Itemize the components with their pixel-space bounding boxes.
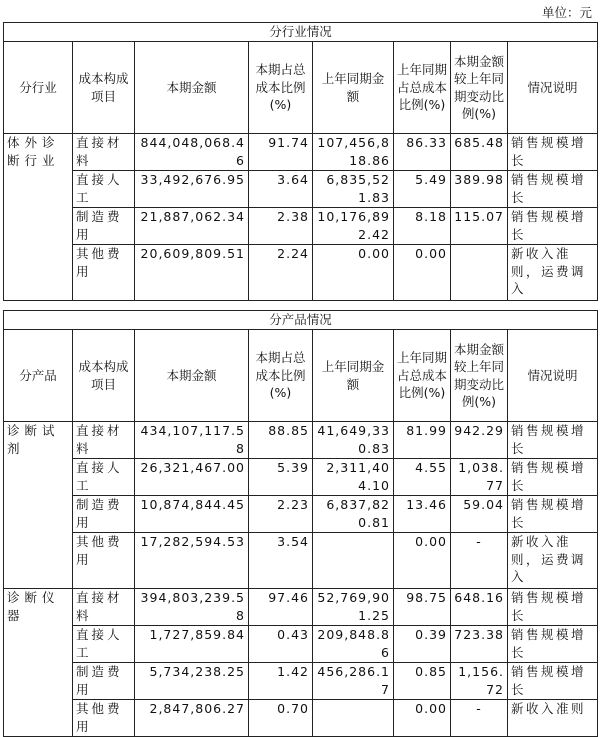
amount-cell: 21,887,062.34 [135,208,249,245]
last-amount-cell: 10,176,892.42 [313,208,394,245]
cost-item: 制造费用 [73,496,135,533]
last-amount-cell: 209,848.86 [313,626,394,663]
header-change: 本期金额较上年同期变动比例(%) [451,42,508,134]
change-cell: 1,038.77 [451,459,508,496]
change-cell: 942.29 [451,422,508,459]
change-cell: 723.38 [451,626,508,663]
last-ratio-cell: 0.00 [394,245,451,301]
unit-label: 单位：元 [541,5,592,20]
header-category: 分产品 [4,330,73,422]
header-note: 情况说明 [508,42,598,134]
change-cell: 648.16 [451,589,508,626]
table-row [4,171,598,208]
header-item: 成本构成项目 [73,330,135,422]
table-row [4,134,598,171]
table-row [4,626,598,663]
amount-cell: 10,874,844.45 [135,496,249,533]
header-last-amount: 上年同期金额 [313,330,394,422]
table-row [4,459,598,496]
product-caption: 分产品情况 [4,311,598,330]
note-cell: 销售规模增长 [508,134,598,171]
cost-item: 直接人工 [73,459,135,496]
last-amount-cell: 6,835,521.83 [313,171,394,208]
note-cell: 销售规模增长 [508,459,598,496]
last-ratio-cell: 4.55 [394,459,451,496]
table-row [4,245,598,301]
note-cell: 新收入准则，运费调入 [508,245,598,301]
industry-cost-table [3,22,598,301]
header-ratio: 本期占总成本比例(%) [249,330,313,422]
ratio-cell: 2.23 [249,496,313,533]
header-amount: 本期金额 [135,330,249,422]
amount-cell: 844,048,068.46 [135,134,249,171]
note-cell: 销售规模增长 [508,496,598,533]
category-name: 诊断仪器 [4,589,73,737]
note-cell: 销售规模增长 [508,663,598,700]
amount-cell: 394,803,239.58 [135,589,249,626]
last-ratio-cell: 86.33 [394,134,451,171]
change-cell: 115.07 [451,208,508,245]
amount-cell: 5,734,238.25 [135,663,249,700]
last-amount-cell: 107,456,818.86 [313,134,394,171]
table-row [4,589,598,626]
change-cell [451,245,508,301]
note-cell: 销售规模增长 [508,589,598,626]
last-amount-cell: 41,649,330.83 [313,422,394,459]
table-row [4,496,598,533]
change-cell: 59.04 [451,496,508,533]
change-cell: 685.48 [451,134,508,171]
ratio-cell: 91.74 [249,134,313,171]
note-cell: 销售规模增长 [508,626,598,663]
ratio-cell: 1.42 [249,663,313,700]
cost-item: 直接人工 [73,171,135,208]
category-name: 诊断试剂 [4,422,73,589]
last-ratio-cell: 0.00 [394,533,451,589]
last-amount-cell: 2,311,404.10 [313,459,394,496]
header-ratio: 本期占总成本比例(%) [249,42,313,134]
ratio-cell: 97.46 [249,589,313,626]
note-cell: 销售规模增长 [508,422,598,459]
last-ratio-cell: 0.85 [394,663,451,700]
table-row [4,663,598,700]
change-cell: 389.98 [451,171,508,208]
ratio-cell: 5.39 [249,459,313,496]
note-cell: 新收入准则，运费调入 [508,533,598,589]
header-last-ratio: 上年同期占总成本比例(%) [394,42,451,134]
header-item: 成本构成项目 [73,42,135,134]
change-cell: - [451,533,508,589]
ratio-cell: 0.70 [249,700,313,737]
header-change: 本期金额较上年同期变动比例(%) [451,330,508,422]
amount-cell: 17,282,594.53 [135,533,249,589]
cost-item: 直接材料 [73,589,135,626]
amount-cell: 434,107,117.58 [135,422,249,459]
last-amount-cell: 456,286.17 [313,663,394,700]
cost-item: 直接人工 [73,626,135,663]
ratio-cell: 2.24 [249,245,313,301]
amount-cell: 20,609,809.51 [135,245,249,301]
ratio-cell: 88.85 [249,422,313,459]
amount-cell: 2,847,806.27 [135,700,249,737]
header-note: 情况说明 [508,330,598,422]
last-ratio-cell: 8.18 [394,208,451,245]
category-name: 体外诊断行业 [4,134,73,301]
amount-cell: 33,492,676.95 [135,171,249,208]
last-ratio-cell: 0.00 [394,700,451,737]
last-amount-cell [313,533,394,589]
product-cost-table [3,310,598,737]
last-ratio-cell: 98.75 [394,589,451,626]
amount-cell: 1,727,859.84 [135,626,249,663]
header-amount: 本期金额 [135,42,249,134]
note-cell: 新收入准则 [508,700,598,737]
cost-item: 制造费用 [73,208,135,245]
table-row [4,533,598,589]
last-ratio-cell: 13.46 [394,496,451,533]
header-last-ratio: 上年同期占总成本比例(%) [394,330,451,422]
last-ratio-cell: 81.99 [394,422,451,459]
last-amount-cell [313,700,394,737]
cost-item: 其他费用 [73,700,135,737]
last-amount-cell: 0.00 [313,245,394,301]
ratio-cell: 3.64 [249,171,313,208]
table-row [4,700,598,737]
cost-item: 直接材料 [73,134,135,171]
header-last-amount: 上年同期金额 [313,42,394,134]
header-category: 分行业 [4,42,73,134]
last-amount-cell: 6,837,820.81 [313,496,394,533]
table-row [4,208,598,245]
cost-item: 直接材料 [73,422,135,459]
last-ratio-cell: 5.49 [394,171,451,208]
change-cell: - [451,700,508,737]
ratio-cell: 2.38 [249,208,313,245]
note-cell: 销售规模增长 [508,208,598,245]
amount-cell: 26,321,467.00 [135,459,249,496]
ratio-cell: 3.54 [249,533,313,589]
industry-caption: 分行业情况 [4,23,598,42]
cost-item: 制造费用 [73,663,135,700]
table-row [4,422,598,459]
cost-item: 其他费用 [73,245,135,301]
cost-item: 其他费用 [73,533,135,589]
last-ratio-cell: 0.39 [394,626,451,663]
last-amount-cell: 52,769,901.25 [313,589,394,626]
note-cell: 销售规模增长 [508,171,598,208]
change-cell: 1,156.72 [451,663,508,700]
ratio-cell: 0.43 [249,626,313,663]
